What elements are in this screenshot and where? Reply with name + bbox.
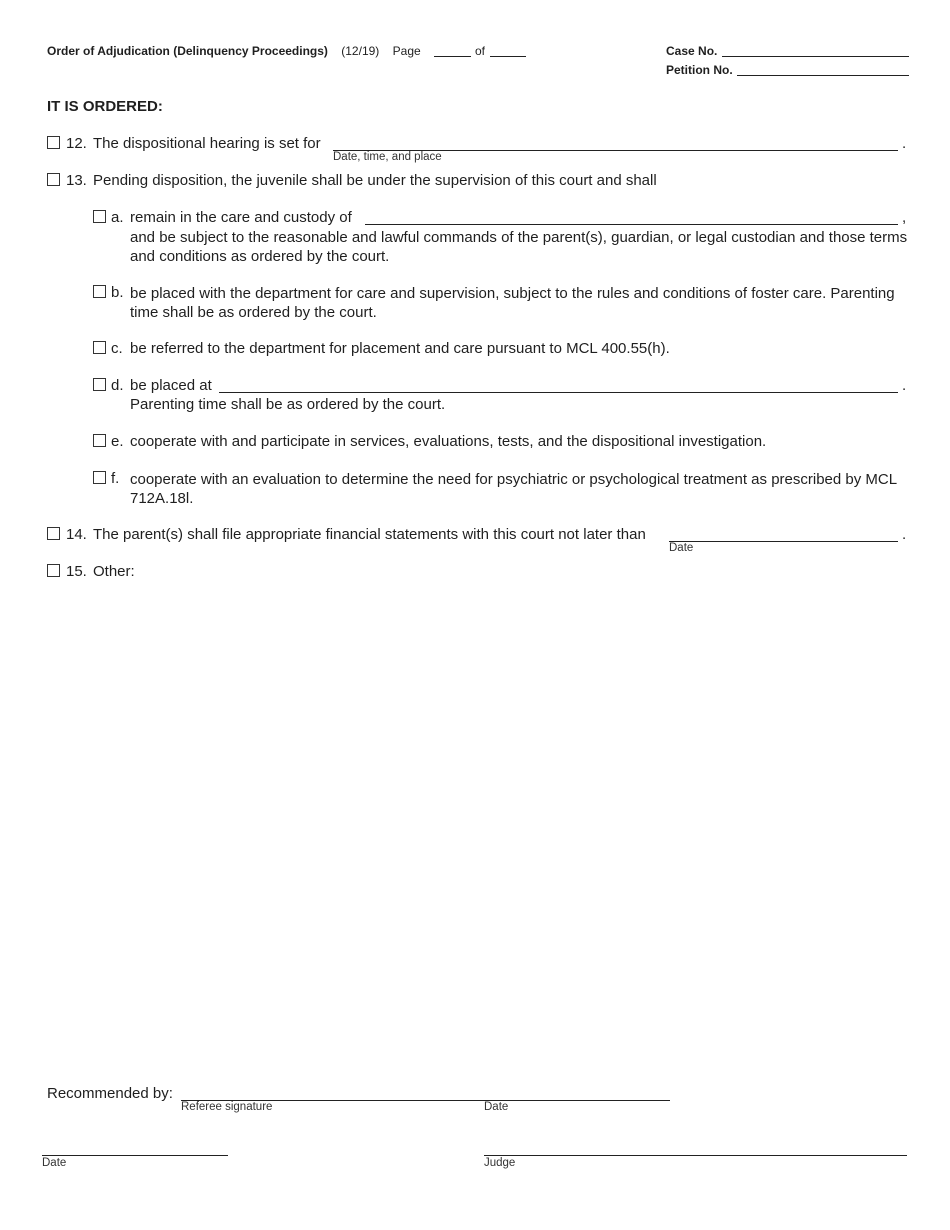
item-13e-letter: e.: [111, 433, 124, 450]
item-13b-text: be placed with the department for care and supervision, subject to the rules and conditions of foster care. Parenting time shall be as ordered by the court.: [130, 285, 895, 321]
item-13d-end: .: [902, 377, 907, 394]
recommended-by-label: Recommended by:: [47, 1085, 173, 1102]
item-15-number: 15.: [66, 563, 87, 580]
item-13a-text: remain in the care and custody of: [130, 209, 352, 226]
item-12-end: .: [902, 135, 907, 152]
item-15-checkbox[interactable]: [47, 564, 60, 577]
hearing-date-caption: Date, time, and place: [333, 151, 442, 163]
judge-caption: Judge: [484, 1157, 516, 1169]
date-signature-field[interactable]: [42, 1155, 228, 1156]
page-label: Page: [392, 44, 421, 58]
item-13-checkbox[interactable]: [47, 173, 60, 186]
item-14-end: .: [902, 526, 907, 543]
page-total-field[interactable]: [490, 56, 526, 57]
page-number-field[interactable]: [434, 56, 471, 57]
item-14-checkbox[interactable]: [47, 527, 60, 540]
item-13a-checkbox[interactable]: [93, 210, 106, 223]
item-13d-continuation: Parenting time shall be as ordered by the court.: [130, 396, 446, 413]
item-12-number: 12.: [66, 135, 87, 152]
petition-no-field[interactable]: [737, 75, 909, 76]
referee-signature-caption: Referee signature: [181, 1101, 273, 1113]
item-13a-letter: a.: [111, 209, 124, 226]
petition-no-label: Petition No.: [666, 63, 733, 77]
item-13a-continuation: and be subject to the reasonable and lawful commands of the parent(s), guardian, or legal custodian and those terms and conditions as ordered by the court.: [130, 229, 908, 265]
item-13e-checkbox[interactable]: [93, 434, 106, 447]
item-13a-end: ,: [902, 209, 907, 226]
item-13d-text: be placed at: [130, 377, 212, 394]
item-12-checkbox[interactable]: [47, 136, 60, 149]
item-13d-checkbox[interactable]: [93, 378, 106, 391]
financial-date-caption: Date: [669, 542, 694, 554]
referee-date-caption: Date: [484, 1101, 509, 1113]
item-14-number: 14.: [66, 526, 87, 543]
form-revision: (12/19): [341, 44, 380, 58]
judge-signature-field[interactable]: [484, 1155, 907, 1156]
form-title-row: [47, 44, 421, 58]
item-13b-checkbox[interactable]: [93, 285, 106, 298]
item-13f-letter: f.: [111, 470, 120, 487]
of-label: of: [475, 44, 486, 58]
item-15-text: Other:: [93, 563, 135, 580]
custody-of-field[interactable]: [365, 224, 898, 225]
case-no-label: Case No.: [666, 44, 718, 58]
item-13e-text: cooperate with and participate in services, evaluations, tests, and the dispositional investigation.: [130, 433, 767, 450]
item-12-text: The dispositional hearing is set for: [93, 135, 321, 152]
item-13c-checkbox[interactable]: [93, 341, 106, 354]
form-title: Order of Adjudication (Delinquency Proceedings): [47, 44, 328, 58]
item-13-number: 13.: [66, 172, 87, 189]
date-caption: Date: [42, 1157, 67, 1169]
item-13-text: Pending disposition, the juvenile shall be under the supervision of this court and shall: [93, 172, 657, 189]
item-14-text: The parent(s) shall file appropriate financial statements with this court not later than: [93, 526, 646, 543]
item-13f-text: cooperate with an evaluation to determine the need for psychiatric or psychological treatment as prescribed by MCL 712A.18l.: [130, 471, 897, 507]
financial-statement-date-field[interactable]: [669, 541, 898, 542]
item-13d-letter: d.: [111, 377, 124, 394]
item-13f-checkbox[interactable]: [93, 471, 106, 484]
case-no-field[interactable]: [722, 56, 909, 57]
placed-at-field[interactable]: [219, 392, 898, 393]
ordered-heading: IT IS ORDERED:: [47, 98, 163, 115]
item-13c-text: be referred to the department for placement and care pursuant to MCL 400.55(h).: [130, 340, 670, 357]
item-13c-letter: c.: [111, 340, 123, 357]
item-13b-letter: b.: [111, 284, 124, 301]
